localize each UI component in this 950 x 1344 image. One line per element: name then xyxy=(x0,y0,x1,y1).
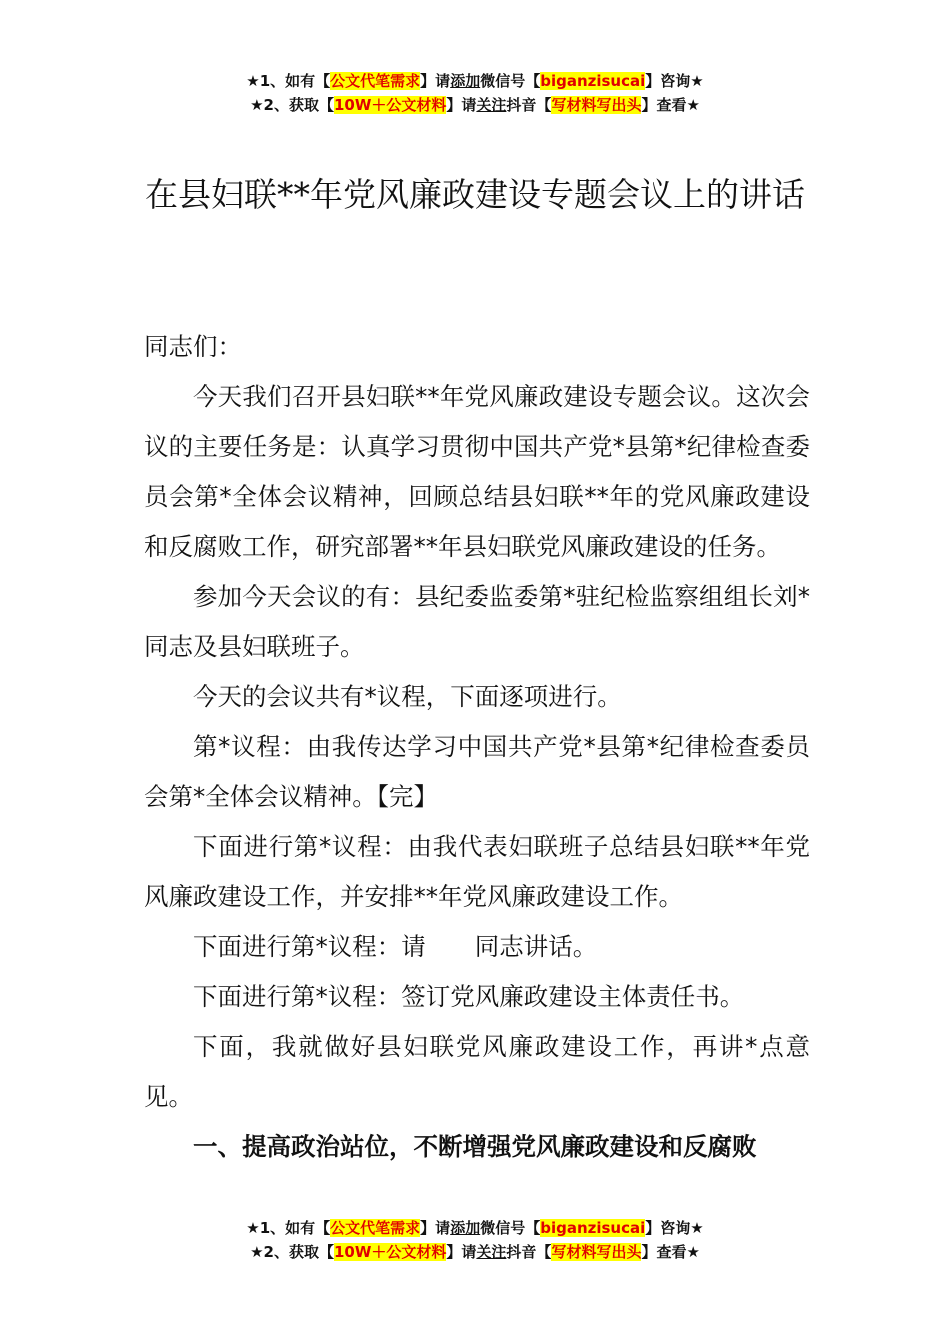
banner-line-2: ★2、获取【10W＋公文材料】请关注抖音【写材料写出头】查看★ xyxy=(250,1243,700,1261)
section-heading: 一、提高政治站位，不断增强党风廉政建设和反腐败 xyxy=(193,1132,757,1161)
banner-highlight: 10W＋公文材料 xyxy=(333,1243,447,1261)
paragraph: 今天我们召开县妇联**年党风廉政建设专题会议。这次会议的主要任务是：认真学习贯彻中国共产党*县第*纪律检查委员会第*全体会议精神，回顾总结县妇联**年的党风廉政建设和反腐败工作，研究部署**年县妇联党风廉政建设的任务。 xyxy=(144,382,810,561)
paragraph: 下面，我就做好县妇联党风廉政建设工作，再讲*点意见。 xyxy=(144,1032,810,1111)
salutation: 同志们： xyxy=(144,332,242,361)
banner-line-1: ★1、如有【公文代笔需求】请添加微信号【biganzisucai】咨询★ xyxy=(246,1219,704,1237)
banner-highlight: biganzisucai xyxy=(540,1219,646,1237)
paragraph: 下面进行第*议程：签订党风廉政建设主体责任书。 xyxy=(193,982,745,1011)
paragraph: 下面进行第*议程：请 同志讲话。 xyxy=(193,932,598,961)
banner-line-2: ★2、获取【10W＋公文材料】请关注抖音【写材料写出头】查看★ xyxy=(250,96,700,114)
header-banner xyxy=(0,69,950,117)
document-body xyxy=(144,322,810,1172)
banner-line-1: ★1、如有【公文代笔需求】请添加微信号【biganzisucai】咨询★ xyxy=(246,72,704,90)
banner-highlight: 写材料写出头 xyxy=(551,96,642,114)
paragraph: 第*议程：由我传达学习中国共产党*县第*纪律检查委员会第*全体会议精神。【完】 xyxy=(144,732,810,811)
banner-highlight: 公文代笔需求 xyxy=(330,72,421,90)
paragraph: 参加今天会议的有：县纪委监委第*驻纪检监察组组长刘*同志及县妇联班子。 xyxy=(144,582,810,661)
banner-highlight: 10W＋公文材料 xyxy=(333,96,447,114)
banner-highlight: 公文代笔需求 xyxy=(330,1219,421,1237)
banner-highlight: biganzisucai xyxy=(540,72,646,90)
banner-highlight: 写材料写出头 xyxy=(551,1243,642,1261)
paragraph: 下面进行第*议程：由我代表妇联班子总结县妇联**年党风廉政建设工作，并安排**年党风廉政建设工作。 xyxy=(144,832,810,911)
document-title: 在县妇联**年党风廉政建设专题会议上的讲话 xyxy=(145,175,805,214)
footer-banner xyxy=(0,1216,950,1264)
paragraph: 今天的会议共有*议程，下面逐项进行。 xyxy=(193,682,622,711)
